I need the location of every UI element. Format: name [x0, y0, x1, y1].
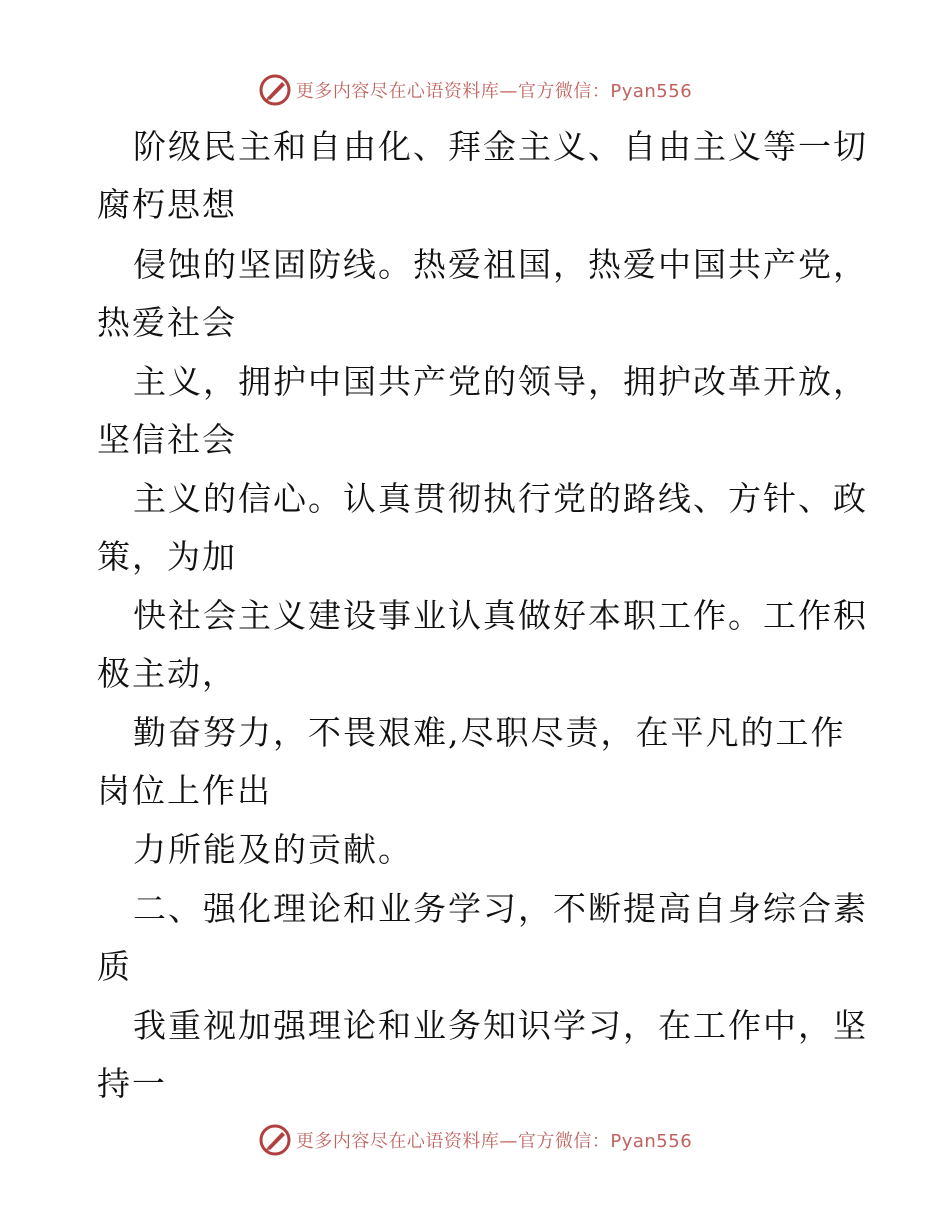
footer-watermark-text: 更多内容尽在心语资料库—官方微信：Pyan556: [295, 1131, 693, 1152]
text-line: 侵蚀的坚固防线。热爱祖国，热爱中国共产党，: [133, 245, 868, 284]
text-line: 力所能及的贡献。: [133, 830, 413, 869]
pen-logo-icon: [258, 73, 292, 107]
text-line: 阶级民主和自由化、拜金主义、自由主义等一切: [133, 127, 868, 166]
header-watermark-text: 更多内容尽在心语资料库—官方微信：Pyan556: [295, 81, 693, 102]
text-line: 持一: [97, 1064, 167, 1103]
text-line: 热爱社会: [97, 303, 237, 342]
text-line: 岗位上作出: [97, 771, 272, 810]
text-line: 主义的信心。认真贯彻执行党的路线、方针、政: [133, 479, 868, 518]
text-line: 质: [97, 947, 132, 986]
text-line: 极主动，: [97, 654, 237, 693]
pen-logo-icon: [258, 1123, 292, 1157]
header-watermark: [0, 70, 950, 110]
text-line: 主义，拥护中国共产党的领导，拥护改革开放，: [133, 362, 868, 401]
text-line: 快社会主义建设事业认真做好本职工作。工作积: [133, 596, 868, 635]
text-line: 勤奋努力，不畏艰难,尽职尽责，在平凡的工作: [133, 713, 846, 752]
text-line: 坚信社会: [97, 420, 237, 459]
text-line: 腐朽思想: [97, 185, 237, 224]
section-heading: 二、强化理论和业务学习，不断提高自身综合素: [133, 889, 868, 928]
footer-watermark: [0, 1120, 950, 1160]
text-line: 我重视加强理论和业务知识学习，在工作中，坚: [133, 1006, 868, 1045]
text-line: 策，为加: [97, 537, 237, 576]
